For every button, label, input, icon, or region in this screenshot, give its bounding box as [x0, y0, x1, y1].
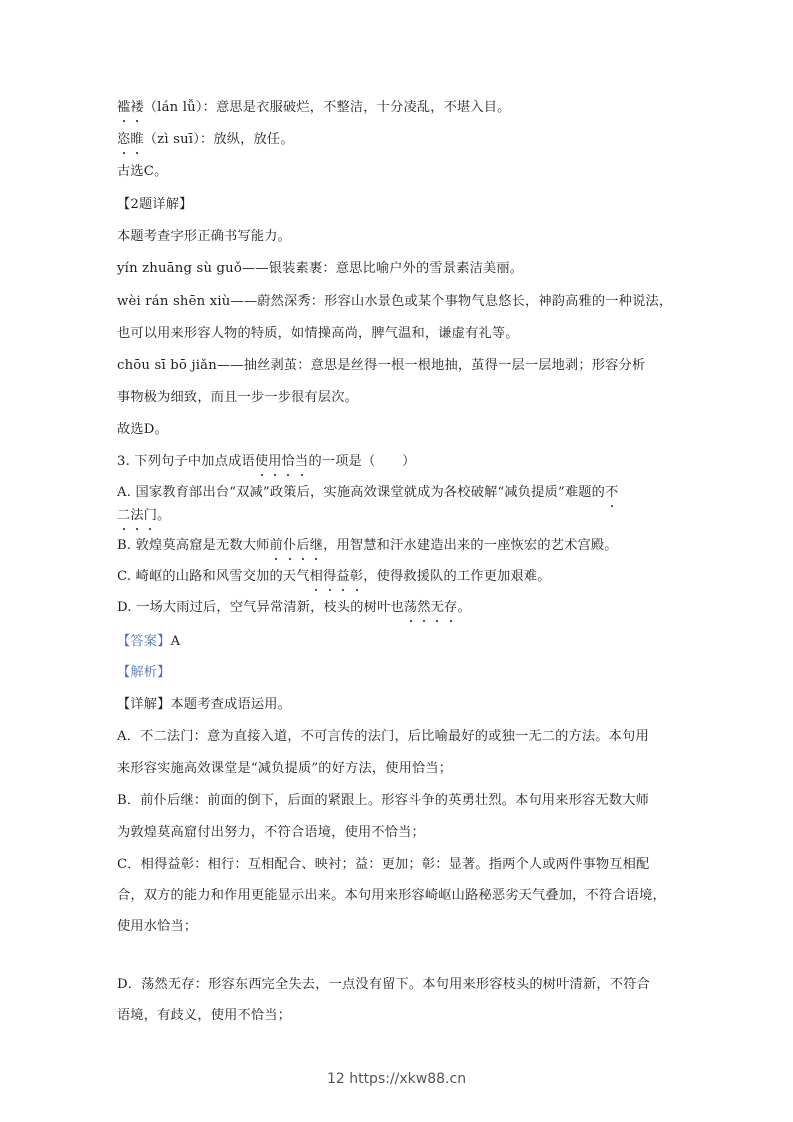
text-line	[117, 856, 649, 874]
emphasis-dot-char: 后	[296, 538, 310, 553]
text-line	[117, 696, 291, 714]
text-line	[117, 633, 180, 651]
text-segment: 【详解】本题考查成语运用。	[117, 697, 292, 712]
emphasis-dot-char: 法	[130, 508, 144, 523]
emphasis-dot-char: 前	[269, 538, 283, 553]
emphasis-dot-char: 无	[430, 600, 445, 615]
emphasis-dot-char: 睢	[130, 132, 144, 147]
text-line	[117, 163, 167, 181]
text-segment: 。	[157, 508, 171, 523]
text-segment: D. 一场大雨过后，空气异常清新，枝头的树叶也	[117, 600, 404, 615]
text-line	[117, 260, 523, 278]
text-line	[117, 792, 649, 810]
text-line	[117, 537, 618, 555]
emphasis-dot-char: 存	[444, 600, 458, 615]
text-segment: C. 崎岖的山路和风雪交加的天气	[117, 569, 310, 584]
emphasis-dot-char: 用	[268, 454, 282, 469]
text-line	[117, 357, 645, 375]
emphasis-dot-char: 褴	[117, 100, 131, 115]
text-segment: B. 敦煌莫高窟是无数大师	[117, 538, 270, 553]
text-segment: 事物极为细致，而且一步一步很有层次。	[117, 390, 358, 405]
text-segment: ，用智慧和汗水建造出来的一座恢宏的艺术宫殿。	[323, 538, 618, 553]
emphasis-dot-char: 荡	[403, 600, 418, 615]
text-line	[117, 507, 171, 525]
text-segment: yín zhuāng sù guǒ——银装素裹：意思比喻户外的雪景素洁美丽。	[117, 261, 524, 276]
text-line	[117, 824, 425, 842]
text-segment: （zì suī）：放纵，放任。	[143, 132, 294, 147]
emphasis-dot-char: 二	[117, 508, 131, 523]
text-line	[117, 325, 519, 343]
page-footer	[0, 1071, 793, 1087]
emphasis-dot-char: 使	[254, 454, 269, 469]
text-segment: 3. 下列句子中加点成语	[117, 454, 255, 469]
text-line	[117, 1007, 291, 1025]
text-line	[117, 484, 618, 502]
emphasis-dot-char: 然	[417, 600, 431, 615]
emphasis-dot-char: 恣	[117, 132, 131, 147]
text-segment: （lán lǚ）：意思是衣服破烂，不整洁，十分凌乱，不堪入目。	[143, 100, 511, 115]
text-segment: 本题考查字形正确书写能力。	[117, 229, 292, 244]
text-line	[117, 760, 452, 778]
text-segment: 古选C。	[117, 164, 168, 179]
emphasis-dot-char: 不	[605, 485, 619, 500]
text-line	[117, 196, 193, 214]
text-segment: 使用水恰当；	[117, 919, 198, 934]
text-line	[117, 599, 471, 617]
text-line	[117, 918, 197, 936]
text-line	[117, 293, 672, 311]
text-line	[117, 228, 291, 246]
footer-text: 12 https://xkw88.cn	[326, 1071, 467, 1087]
emphasis-dot-char: 得	[323, 569, 337, 584]
section-label: 【解析】	[117, 665, 171, 680]
text-line	[117, 421, 168, 439]
text-segment: wèi rán shēn xiù——蔚然深秀：形容山水景色或某个事物气息悠长，神韵高雅的一种说法，	[117, 294, 673, 309]
text-segment: chōu sī bō jiǎn——抽丝剥茧：意思是丝得一根一根地抽，茧得一层一层地剥；形容分析	[117, 358, 646, 373]
text-line	[117, 568, 551, 586]
text-segment: 。	[457, 600, 471, 615]
text-line	[117, 389, 358, 407]
text-line	[117, 453, 416, 471]
text-segment: 的一项是（ ）	[308, 454, 416, 469]
emphasis-dot-char: 相	[309, 569, 324, 584]
text-segment: 也可以用来形容人物的特质，如情操高尚，脾气温和，谦虚有礼等。	[117, 326, 519, 341]
text-segment: ，使得救援队的工作更加艰难。	[363, 569, 551, 584]
text-line	[117, 131, 294, 149]
emphasis-dot-char: 继	[309, 538, 324, 553]
text-segment: C．相得益彰：相行：互相配合、映衬；益：更加；彰：显著。指两个人或两件事物互相配	[117, 857, 650, 872]
emphasis-dot-char: 彰	[349, 569, 364, 584]
text-segment: 【2题详解】	[117, 197, 193, 212]
emphasis-dot-char: 恰	[281, 454, 296, 469]
text-segment: A．不二法门：意为直接入道，不可言传的法门，后比喻最好的或独一无二的方法。本句用	[117, 729, 649, 744]
text-line	[117, 728, 649, 746]
text-line	[117, 887, 666, 905]
text-segment: 语境，有歧义，使用不恰当；	[117, 1008, 292, 1023]
emphasis-dot-char: 门	[143, 508, 158, 523]
text-segment: B．前仆后继：前面的倒下，后面的紧跟上。形容斗争的英勇壮烈。本句用来形容无数大师	[117, 793, 649, 808]
text-segment: A	[170, 634, 181, 649]
text-segment: A. 国家教育部出台“双减”政策后，实施高效课堂就成为各校破解“减负提质”难题的	[117, 485, 606, 500]
text-segment: D．荡然无存：形容东西完全失去，一点没有留下。本句用来形容枝头的树叶清新，不符合	[117, 977, 650, 992]
emphasis-dot-char: 褛	[130, 100, 144, 115]
text-segment: 合，双方的能力和作用更能显示出来。本句用来形容崎岖山路秘恶劣天气叠加，不符合语境，	[117, 888, 666, 903]
text-line	[117, 99, 511, 117]
emphasis-dot-char: 当	[295, 454, 309, 469]
emphasis-dot-char: 益	[336, 569, 350, 584]
section-label: 【答案】	[117, 634, 171, 649]
emphasis-dot-char: 仆	[282, 538, 297, 553]
text-segment: 为敦煌莫高窟付出努力，不符合语境，使用不恰当；	[117, 825, 425, 840]
text-line	[117, 976, 650, 994]
text-segment: 故选D。	[117, 422, 168, 437]
text-segment: 来形容实施高效课堂是“减负提质”的好方法，使用恰当；	[117, 761, 453, 776]
text-line	[117, 664, 171, 682]
